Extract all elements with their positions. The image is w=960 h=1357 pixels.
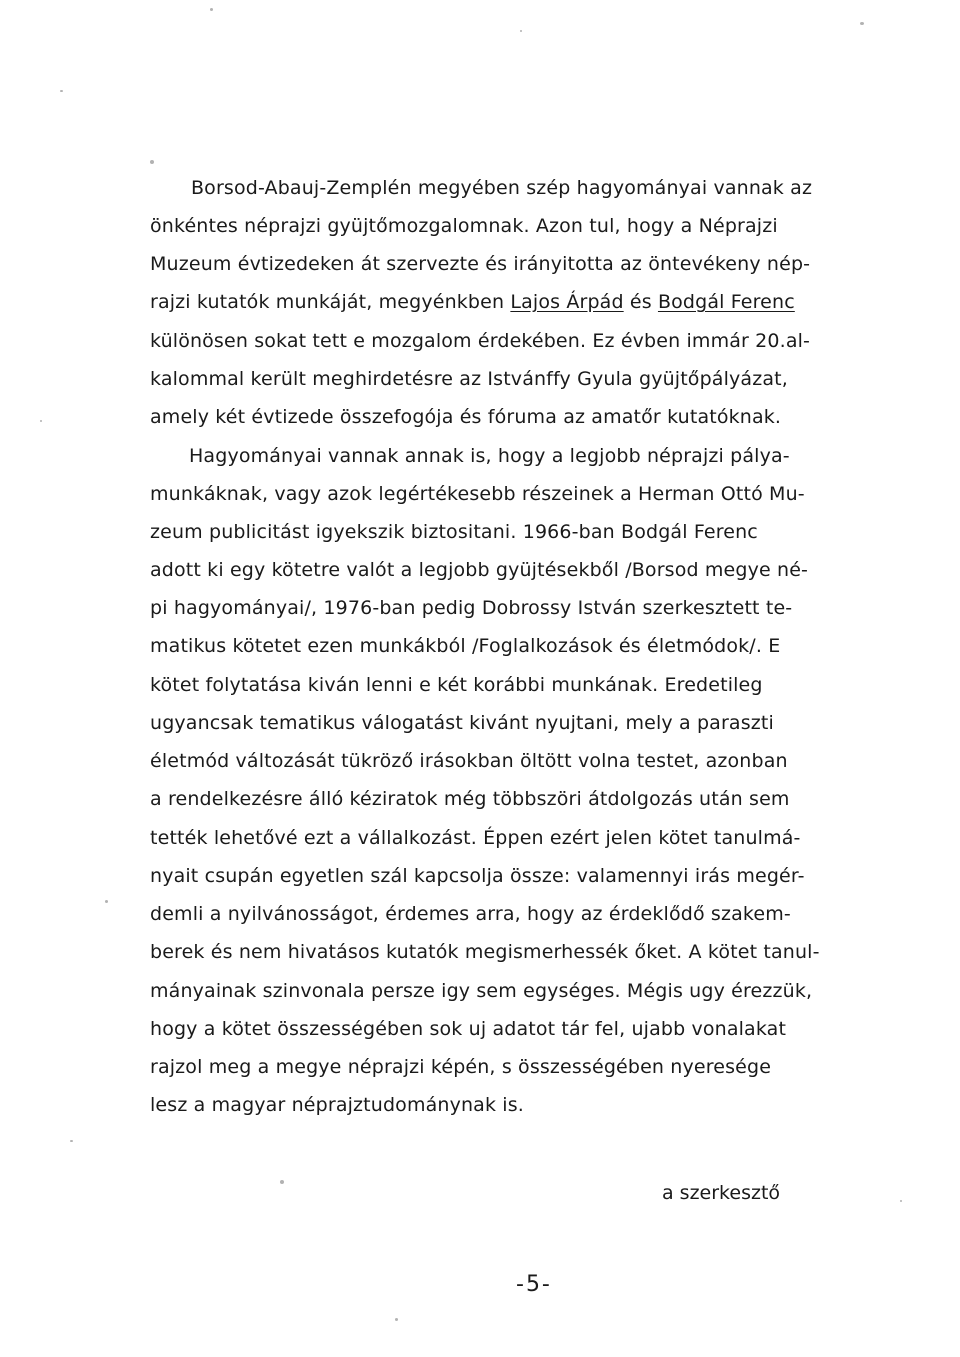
text-line-7: amely két évtizede összefogója és fóruma az amatőr kutatóknak. <box>150 406 782 428</box>
text-line-16: életmód változását tükröző irásokban öltött volna testet, azonban <box>150 750 788 772</box>
text-line-24: rajzol meg a megye néprajzi képén, s összességében nyeresége <box>150 1056 772 1078</box>
text-line-14: kötet folytatása kiván lenni e két korábbi munkának. Eredetileg <box>150 674 763 696</box>
text-line-2: önkéntes néprajzi gyüjtőmozgalomnak. Azon tul, hogy a Néprajzi <box>150 215 778 237</box>
text-line-21: berek és nem hivatásos kutatók megismerhessék őket. A kötet tanul- <box>150 941 820 963</box>
text-line-4-start: rajzi kutatók munkáját, megyénkben <box>150 291 511 313</box>
text-line-13: matikus kötetet ezen munkákból /Foglalkozások és életmódok/. E <box>150 635 781 657</box>
text-line-11: adott ki egy kötetre valót a legjobb gyüjtésekből /Borsod megye né- <box>150 559 809 581</box>
text-line-10: zeum publicitást igyekszik biztositani. 1966-ban Bodgál Ferenc <box>150 521 758 543</box>
text-line-9: munkáknak, vagy azok legértékesebb részeinek a Herman Ottó Mu- <box>150 483 805 505</box>
text-line-6: kalommal került meghirdetésre az Istvánffy Gyula gyüjtőpályázat, <box>150 368 788 390</box>
text-line-12: pi hagyományai/, 1976-ban pedig Dobrossy István szerkesztett te- <box>150 597 793 619</box>
text-line-8: Hagyományai vannak annak is, hogy a legjobb néprajzi pálya- <box>189 445 790 467</box>
underlined-name-bodgal-ferenc: Bodgál Ferenc <box>657 291 795 313</box>
text-line-25: lesz a magyar néprajztudománynak is. <box>150 1094 524 1116</box>
text-line-5: különösen sokat tett e mozgalom érdekében. Ez évben immár 20.al- <box>150 330 811 352</box>
text-line-4 <box>150 290 795 314</box>
text-line-1: Borsod-Abauj-Zemplén megyében szép hagyományai vannak az <box>191 177 813 199</box>
text-line-20: demli a nyilvánosságot, érdemes arra, hogy az érdeklődő szakem- <box>150 903 791 925</box>
text-line-18: tették lehetővé ezt a vállalkozást. Éppen ezért jelen kötet tanulmá- <box>150 827 801 849</box>
text-line-23: hogy a kötet összességében sok uj adatot tár fel, ujabb vonalakat <box>150 1018 787 1040</box>
page-number: -5- <box>516 1272 552 1297</box>
underlined-name-lajos-arpad: Lajos Árpád <box>510 291 624 313</box>
text-line-17: a rendelkezésre álló kéziratok még többszöri átdolgozás után sem <box>150 788 790 810</box>
text-line-4-mid: és <box>623 291 658 313</box>
signature-editor: a szerkesztő <box>662 1182 781 1204</box>
text-line-3: Muzeum évtizedeken át szervezte és irányitotta az öntevékeny nép- <box>150 253 811 275</box>
text-line-22: mányainak szinvonala persze igy sem egységes. Mégis ugy érezzük, <box>150 980 813 1002</box>
text-line-15: ugyancsak tematikus válogatást kivánt nyujtani, mely a paraszti <box>150 712 774 734</box>
text-line-19: nyait csupán egyetlen szál kapcsolja össze: valamennyi irás megér- <box>150 865 805 887</box>
